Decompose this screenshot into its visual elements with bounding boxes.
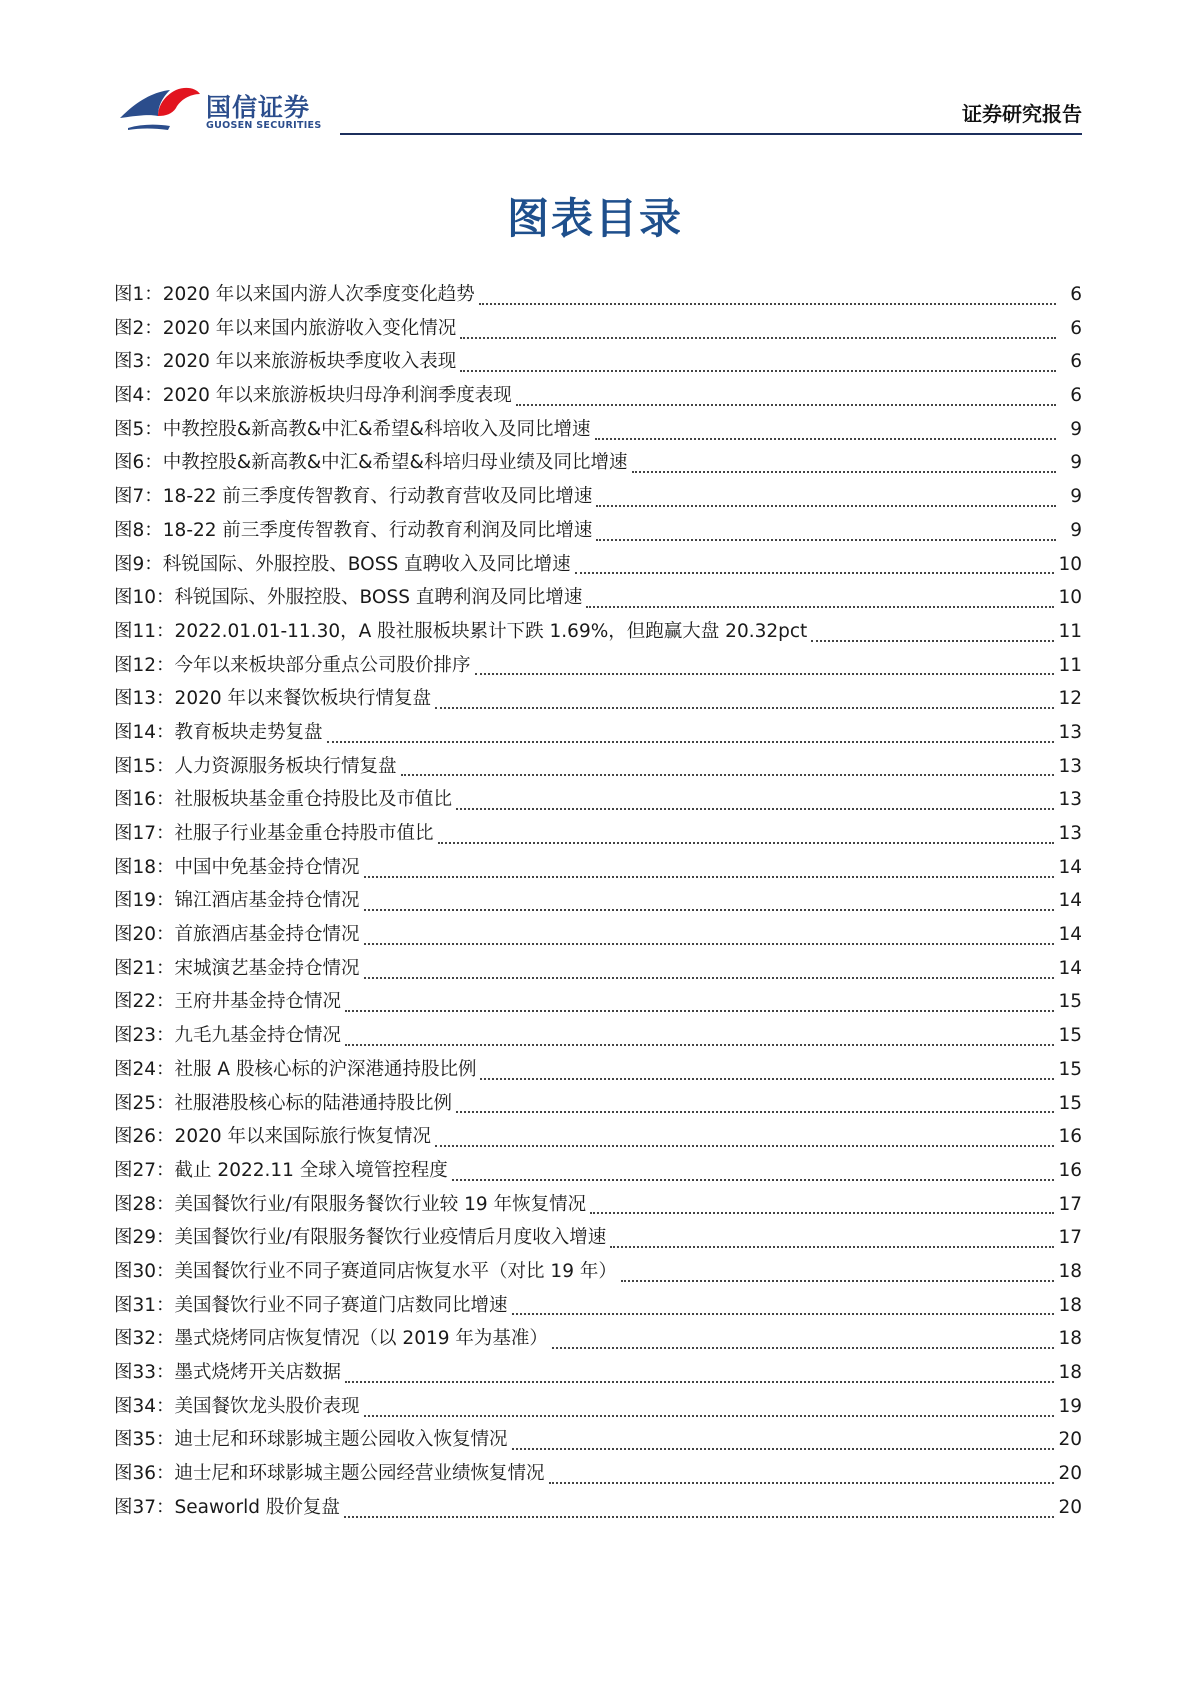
toc-entry[interactable] <box>114 682 1082 716</box>
toc-entry-label: 图8： <box>114 519 163 541</box>
toc-entry-title: 墨式烧烤开关店数据 <box>174 1362 342 1383</box>
toc-entry[interactable] <box>114 312 1082 346</box>
toc-entry[interactable] <box>114 1255 1082 1289</box>
toc-entry-label: 图15： <box>114 755 175 777</box>
toc-entry[interactable] <box>114 413 1082 447</box>
toc-entry-title: 中教控股&新高教&中汇&希望&科培收入及同比增速 <box>162 418 591 440</box>
toc-entry-title: 中教控股&新高教&中汇&希望&科培归母业绩及同比增速 <box>162 452 628 474</box>
toc-entry-label: 图25： <box>114 1092 175 1114</box>
toc-leader-dots <box>452 1179 1055 1181</box>
toc-entry-title: 锦江酒店基金持仓情况 <box>174 890 360 912</box>
toc-entry-page: 18 <box>1058 1294 1082 1316</box>
toc-entry-page: 9 <box>1070 519 1082 541</box>
toc-entry[interactable] <box>114 1423 1082 1457</box>
toc-entry-title: 2020 年以来餐饮板块行情复盘 <box>174 688 432 710</box>
toc-entry-page: 11 <box>1058 654 1082 676</box>
toc-leader-dots <box>401 774 1055 776</box>
toc-entry-title: 人力资源服务板块行情复盘 <box>174 755 397 777</box>
toc-entry-title: 宋城演艺基金持仓情况 <box>174 957 360 979</box>
toc-entry-label: 图37： <box>114 1496 175 1518</box>
toc-leader-dots <box>552 1347 1055 1349</box>
toc-leader-dots <box>344 1516 1055 1518</box>
toc-leader-dots <box>364 1415 1055 1417</box>
toc-entry-title: 美国餐饮行业不同子赛道门店数同比增速 <box>174 1294 508 1316</box>
toc-entry-page: 10 <box>1058 553 1082 575</box>
toc-entry-title: 墨式烧烤同店恢复情况（以 2019 年为基准） <box>174 1328 548 1350</box>
toc-entry[interactable] <box>114 278 1082 312</box>
toc-entry-label: 图33： <box>114 1362 175 1383</box>
toc-leader-dots <box>595 438 1057 440</box>
toc-entry-page: 14 <box>1058 924 1082 946</box>
toc-leader-dots <box>364 943 1055 945</box>
toc-entry[interactable] <box>114 1019 1082 1053</box>
toc-entry-page: 16 <box>1058 1159 1082 1181</box>
toc-entry-label: 图34： <box>114 1395 175 1417</box>
toc-entry-title: 2020 年以来国内游人次季度变化趋势 <box>162 284 475 305</box>
toc-leader-dots <box>586 606 1054 608</box>
toc-entry[interactable] <box>114 649 1082 683</box>
toc-entry-title: Seaworld 股价复盘 <box>174 1496 340 1518</box>
toc-entry-label: 图17： <box>114 823 175 844</box>
toc-entry-page: 6 <box>1070 385 1082 407</box>
toc-entry-label: 图7： <box>114 486 163 508</box>
toc-entry-title: 迪士尼和环球影城主题公园收入恢复情况 <box>174 1429 508 1451</box>
toc-entry[interactable] <box>114 446 1082 480</box>
toc-entry-page: 17 <box>1058 1227 1082 1249</box>
toc-entry[interactable] <box>114 1120 1082 1154</box>
toc-entry-page: 20 <box>1058 1429 1082 1451</box>
toc-entry-page: 13 <box>1058 789 1082 811</box>
toc-entry-label: 图30： <box>114 1260 175 1282</box>
toc-entry-title: 2020 年以来国内旅游收入变化情况 <box>162 317 457 339</box>
toc-entry-page: 13 <box>1058 755 1082 777</box>
toc-entry-page: 17 <box>1058 1193 1082 1215</box>
toc-entry[interactable] <box>114 783 1082 817</box>
toc-entry[interactable] <box>114 851 1082 885</box>
toc-entry-title: 教育板块走势复盘 <box>174 721 323 743</box>
toc-entry-page: 14 <box>1058 957 1082 979</box>
toc-entry-page: 10 <box>1058 587 1082 609</box>
toc-entry-page: 19 <box>1058 1395 1082 1417</box>
toc-leader-dots <box>811 640 1054 642</box>
toc-entry[interactable] <box>114 817 1082 851</box>
toc-entry-page: 18 <box>1058 1362 1082 1383</box>
toc-leader-dots <box>364 909 1055 911</box>
toc-entry[interactable] <box>114 345 1082 379</box>
toc-entry-title: 王府井基金持仓情况 <box>174 991 342 1013</box>
toc-entry-title: 美国餐饮行业/有限服务餐饮行业较 19 年恢复情况 <box>174 1193 587 1215</box>
toc-leader-dots <box>549 1482 1055 1484</box>
toc-entry[interactable] <box>114 615 1082 649</box>
toc-leader-dots <box>475 673 1055 675</box>
toc-entry-label: 图5： <box>114 418 163 440</box>
toc-entry-page: 15 <box>1058 1058 1082 1080</box>
toc-entry-page: 6 <box>1070 317 1082 339</box>
toc-leader-dots <box>596 505 1056 507</box>
toc-entry-label: 图21： <box>114 957 175 979</box>
toc-entry-page: 11 <box>1058 620 1082 642</box>
toc-entry-label: 图11： <box>114 620 175 642</box>
toc-entry-label: 图13： <box>114 688 175 710</box>
toc-entry-label: 图36： <box>114 1463 175 1485</box>
toc-leader-dots <box>621 1280 1055 1282</box>
toc-entry-label: 图35： <box>114 1429 175 1451</box>
toc-entry-label: 图14： <box>114 721 175 743</box>
toc-entry[interactable] <box>114 1188 1082 1222</box>
toc-leader-dots <box>512 1313 1055 1315</box>
toc-entry-title: 美国餐饮行业/有限服务餐饮行业疫情后月度收入增速 <box>174 1227 607 1249</box>
toc-entry-label: 图26： <box>114 1126 175 1148</box>
toc-entry-label: 图16： <box>114 789 175 811</box>
toc-entry-page: 18 <box>1058 1260 1082 1282</box>
toc-leader-dots <box>364 977 1055 979</box>
toc-entry-page: 6 <box>1070 351 1082 373</box>
toc-leader-dots <box>632 471 1057 473</box>
toc-entry[interactable] <box>114 716 1082 750</box>
toc-leader-dots <box>480 1078 1054 1080</box>
toc-entry-label: 图22： <box>114 991 175 1013</box>
toc-entry-page: 15 <box>1058 1025 1082 1047</box>
toc-entry-title: 中国中免基金持仓情况 <box>174 856 360 878</box>
toc-entry-title: 2022.01.01-11.30，A 股社服板块累计下跌 1.69%，但跑赢大盘 20.32pct <box>174 620 808 642</box>
toc-entry-label: 图18： <box>114 856 175 878</box>
toc-entry[interactable] <box>114 514 1082 548</box>
toc-entry-label: 图9： <box>114 553 163 575</box>
toc-entry-title: 首旅酒店基金持仓情况 <box>174 924 360 946</box>
toc-leader-dots <box>460 337 1056 339</box>
toc-entry[interactable] <box>114 884 1082 918</box>
page-title: 图表目录 <box>506 194 683 243</box>
toc-entry-title: 美国餐饮龙头股价表现 <box>174 1395 360 1417</box>
toc-entry-title: 社服 A 股核心标的沪深港通持股比例 <box>174 1058 477 1080</box>
table-of-figures <box>114 278 1082 1524</box>
toc-entry[interactable] <box>114 548 1082 582</box>
toc-entry-title: 社服板块基金重仓持股比及市值比 <box>174 789 453 811</box>
toc-entry[interactable] <box>114 1322 1082 1356</box>
toc-entry-page: 16 <box>1058 1126 1082 1148</box>
toc-leader-dots <box>435 1145 1054 1147</box>
toc-entry[interactable] <box>114 480 1082 514</box>
toc-entry-title: 18-22 前三季度传智教育、行动教育营收及同比增速 <box>162 486 593 508</box>
toc-entry-title: 2020 年以来旅游板块归母净利润季度表现 <box>162 385 512 407</box>
toc-entry-title: 2020 年以来旅游板块季度收入表现 <box>162 351 457 373</box>
toc-leader-dots <box>456 808 1054 810</box>
toc-entry-page: 18 <box>1058 1328 1082 1350</box>
toc-entry[interactable] <box>114 1390 1082 1424</box>
toc-entry-title: 2020 年以来国际旅行恢复情况 <box>174 1126 432 1148</box>
toc-entry-title: 截止 2022.11 全球入境管控程度 <box>174 1159 448 1181</box>
toc-entry-label: 图4： <box>114 385 163 407</box>
toc-entry-label: 图10： <box>114 587 175 609</box>
toc-leader-dots <box>364 876 1055 878</box>
toc-entry-label: 图2： <box>114 317 163 339</box>
toc-entry[interactable] <box>114 1289 1082 1323</box>
toc-entry-title: 科锐国际、外服控股、BOSS 直聘收入及同比增速 <box>162 553 571 575</box>
toc-leader-dots <box>512 1448 1055 1450</box>
toc-entry-page: 20 <box>1058 1496 1082 1518</box>
toc-entry-label: 图3： <box>114 351 163 373</box>
header-divider <box>340 133 1082 135</box>
toc-entry-title: 科锐国际、外服控股、BOSS 直聘利润及同比增速 <box>174 587 583 609</box>
toc-leader-dots <box>596 539 1056 541</box>
report-type-label: 证券研究报告 <box>962 102 1082 126</box>
toc-leader-dots <box>435 707 1054 709</box>
toc-leader-dots <box>327 741 1055 743</box>
toc-entry-label: 图20： <box>114 924 175 946</box>
toc-entry-page: 9 <box>1070 486 1082 508</box>
toc-entry[interactable] <box>114 1457 1082 1491</box>
guosen-logo-icon <box>118 84 202 134</box>
toc-entry-page: 20 <box>1058 1463 1082 1485</box>
toc-leader-dots <box>345 1010 1054 1012</box>
toc-entry[interactable] <box>114 952 1082 986</box>
toc-entry-label: 图31： <box>114 1294 175 1316</box>
toc-entry-label: 图28： <box>114 1193 175 1215</box>
toc-entry[interactable] <box>114 750 1082 784</box>
toc-entry-page: 15 <box>1058 991 1082 1013</box>
toc-entry[interactable] <box>114 1053 1082 1087</box>
toc-entry-title: 社服港股核心标的陆港通持股比例 <box>174 1092 453 1114</box>
toc-entry-page: 13 <box>1058 823 1082 844</box>
guosen-logo <box>118 84 328 140</box>
toc-entry-title: 美国餐饮行业不同子赛道同店恢复水平（对比 19 年） <box>174 1260 617 1282</box>
toc-entry[interactable] <box>114 1491 1082 1525</box>
toc-entry[interactable] <box>114 985 1082 1019</box>
toc-entry-label: 图23： <box>114 1025 175 1047</box>
toc-leader-dots <box>610 1246 1054 1248</box>
brand-name-en: GUOSEN SECURITIES <box>206 120 322 131</box>
toc-entry-label: 图12： <box>114 654 175 676</box>
page-header <box>0 0 1190 140</box>
toc-leader-dots <box>438 842 1055 844</box>
toc-leader-dots <box>345 1381 1054 1383</box>
toc-entry-label: 图29： <box>114 1227 175 1249</box>
toc-entry[interactable] <box>114 379 1082 413</box>
toc-entry-label: 图32： <box>114 1328 175 1350</box>
toc-entry-page: 9 <box>1070 452 1082 474</box>
toc-entry[interactable] <box>114 1221 1082 1255</box>
toc-entry[interactable] <box>114 1154 1082 1188</box>
toc-leader-dots <box>460 370 1056 372</box>
toc-leader-dots <box>516 404 1056 406</box>
toc-entry-label: 图19： <box>114 890 175 912</box>
toc-entry-title: 迪士尼和环球影城主题公园经营业绩恢复情况 <box>174 1463 545 1485</box>
toc-leader-dots <box>590 1212 1054 1214</box>
toc-entry[interactable] <box>114 1087 1082 1121</box>
toc-entry-label: 图27： <box>114 1159 175 1181</box>
toc-entry[interactable] <box>114 918 1082 952</box>
toc-entry-page: 15 <box>1058 1092 1082 1114</box>
toc-entry[interactable] <box>114 1356 1082 1390</box>
toc-entry-label: 图6： <box>114 452 163 474</box>
toc-entry-page: 12 <box>1058 688 1082 710</box>
toc-entry-page: 14 <box>1058 890 1082 912</box>
toc-entry[interactable] <box>114 581 1082 615</box>
toc-entry-page: 14 <box>1058 856 1082 878</box>
toc-leader-dots <box>345 1044 1054 1046</box>
toc-entry-label: 图24： <box>114 1058 175 1080</box>
brand-name-cn: 国信证券 <box>206 93 311 122</box>
toc-entry-label: 图1： <box>114 284 163 305</box>
toc-entry-page: 9 <box>1070 418 1082 440</box>
toc-entry-page: 6 <box>1070 284 1082 305</box>
toc-leader-dots <box>479 303 1056 305</box>
toc-entry-title: 社服子行业基金重仓持股市值比 <box>174 823 434 844</box>
toc-entry-title: 九毛九基金持仓情况 <box>174 1025 342 1047</box>
toc-entry-page: 13 <box>1058 721 1082 743</box>
toc-leader-dots <box>575 572 1055 574</box>
toc-leader-dots <box>456 1111 1054 1113</box>
toc-entry-title: 今年以来板块部分重点公司股价排序 <box>174 654 471 676</box>
toc-entry-title: 18-22 前三季度传智教育、行动教育利润及同比增速 <box>162 519 593 541</box>
